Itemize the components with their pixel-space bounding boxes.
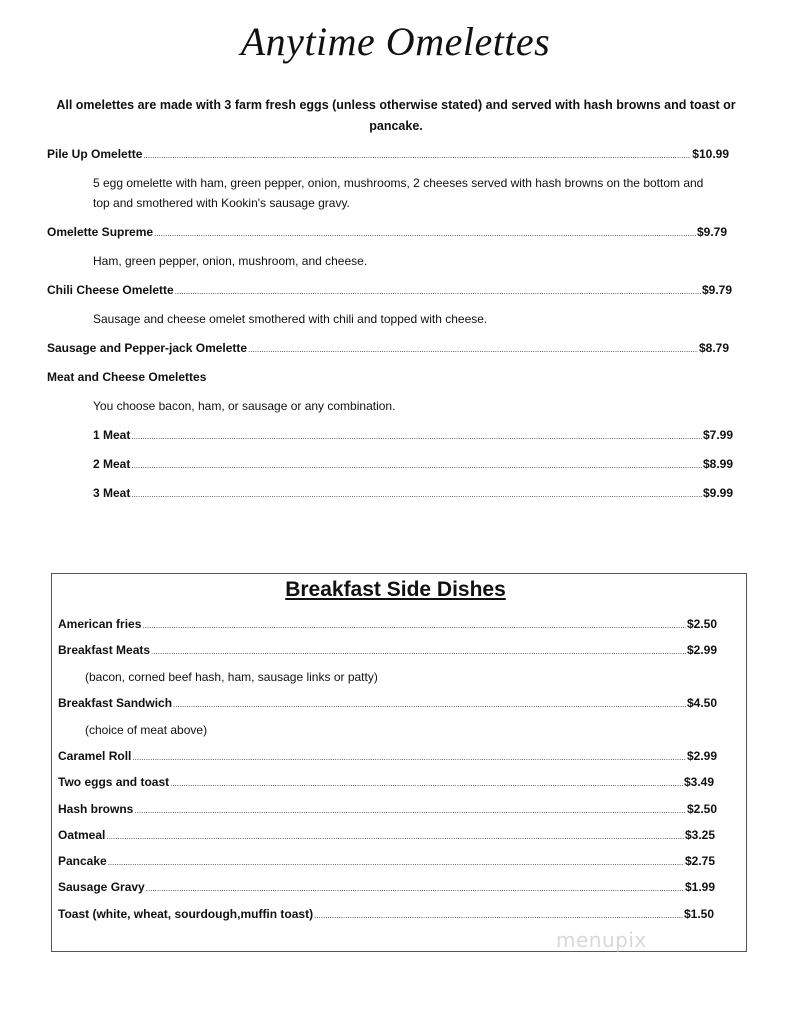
dot-leader xyxy=(143,146,691,164)
side-item-oatmeal xyxy=(58,827,715,843)
side-item-breakfast-meats xyxy=(58,642,717,658)
side-item-breakfast-sandwich xyxy=(58,695,717,711)
item-name: Breakfast Meats xyxy=(58,643,151,657)
item-price: $9.79 xyxy=(701,283,732,297)
item-name: 1 Meat xyxy=(93,428,131,442)
side-item-pancake xyxy=(58,853,715,869)
dot-leader xyxy=(131,427,702,445)
side-item-hash-browns xyxy=(58,801,717,817)
side-item-toast xyxy=(58,906,714,922)
dot-leader xyxy=(146,879,684,897)
dot-leader xyxy=(134,801,686,819)
item-price: $9.99 xyxy=(702,486,733,500)
item-price: $4.50 xyxy=(686,696,717,710)
item-name: American fries xyxy=(58,617,142,631)
item-price: $7.99 xyxy=(702,428,733,442)
intro-text: All omelettes are made with 3 farm fresh eggs (unless otherwise stated) and served with hash browns and toast or pancake. xyxy=(56,98,736,133)
item-price: $1.99 xyxy=(684,880,715,894)
item-price: $2.99 xyxy=(686,749,717,763)
item-price: $8.79 xyxy=(698,341,729,355)
dot-leader xyxy=(131,456,702,474)
dot-leader xyxy=(248,340,698,358)
watermark-logo: menupix xyxy=(556,928,647,952)
dot-leader xyxy=(173,695,686,713)
page-title: Anytime Omelettes xyxy=(240,19,551,64)
item-name: Sausage and Pepper-jack Omelette xyxy=(47,341,248,355)
side-note-sandwich: (choice of meat above) xyxy=(85,723,208,737)
item-price: $3.25 xyxy=(684,828,715,842)
item-price: $8.99 xyxy=(702,457,733,471)
dot-leader xyxy=(154,224,696,242)
dot-leader xyxy=(314,906,683,924)
side-item-two-eggs-toast xyxy=(58,774,714,790)
side-dishes-title: Breakfast Side Dishes xyxy=(285,578,506,601)
dot-leader xyxy=(132,748,686,766)
item-name: Two eggs and toast xyxy=(58,775,170,789)
item-price: $3.49 xyxy=(683,775,714,789)
item-name: Omelette Supreme xyxy=(47,225,154,239)
meat-cheese-heading: Meat and Cheese Omelettes xyxy=(47,370,207,384)
item-name: Pile Up Omelette xyxy=(47,147,143,161)
dot-leader xyxy=(142,616,686,634)
item-price: $2.50 xyxy=(686,617,717,631)
item-name: Caramel Roll xyxy=(58,749,132,763)
item-name: Hash browns xyxy=(58,802,134,816)
item-name: 2 Meat xyxy=(93,457,131,471)
item-name: Sausage Gravy xyxy=(58,880,145,894)
item-name: Pancake xyxy=(58,854,107,868)
item-description: You choose bacon, ham, or sausage or any combination. xyxy=(93,399,396,413)
menu-item-sausage-pepperjack-omelette xyxy=(47,340,729,356)
dot-leader xyxy=(106,827,684,845)
dot-leader xyxy=(108,853,684,871)
item-description: Sausage and cheese omelet smothered with chili and topped with cheese. xyxy=(93,312,488,326)
item-name: Oatmeal xyxy=(58,828,106,842)
item-description: Ham, green pepper, onion, mushroom, and cheese. xyxy=(93,254,368,268)
item-name: Toast (white, wheat, sourdough,muffin toast) xyxy=(58,907,314,921)
item-name: Breakfast Sandwich xyxy=(58,696,173,710)
item-name: Chili Cheese Omelette xyxy=(47,283,174,297)
menu-item-pile-up-omelette xyxy=(47,146,729,162)
menu-item-2-meat xyxy=(93,456,733,472)
item-price: $2.75 xyxy=(684,854,715,868)
menu-item-omelette-supreme xyxy=(47,224,727,240)
dot-leader xyxy=(170,774,683,792)
dot-leader xyxy=(131,485,702,503)
dot-leader xyxy=(175,282,701,300)
item-price: $2.99 xyxy=(686,643,717,657)
item-price: $2.50 xyxy=(686,802,717,816)
side-note-meats: (bacon, corned beef hash, ham, sausage links or patty) xyxy=(85,670,378,684)
side-item-american-fries xyxy=(58,616,717,632)
item-price: $9.79 xyxy=(696,225,727,239)
side-item-caramel-roll xyxy=(58,748,717,764)
item-description: 5 egg omelette with ham, green pepper, onion, mushrooms, 2 cheeses served with hash browns on the bottom and top and smothered with Kookin's sausage gravy. xyxy=(93,176,704,210)
item-price: $10.99 xyxy=(692,147,729,161)
menu-item-chili-cheese-omelette xyxy=(47,282,732,298)
item-name: 3 Meat xyxy=(93,486,131,500)
dot-leader xyxy=(151,642,686,660)
item-price: $1.50 xyxy=(683,907,714,921)
menu-item-1-meat xyxy=(93,427,733,443)
menu-item-3-meat xyxy=(93,485,733,501)
side-item-sausage-gravy xyxy=(58,879,715,895)
